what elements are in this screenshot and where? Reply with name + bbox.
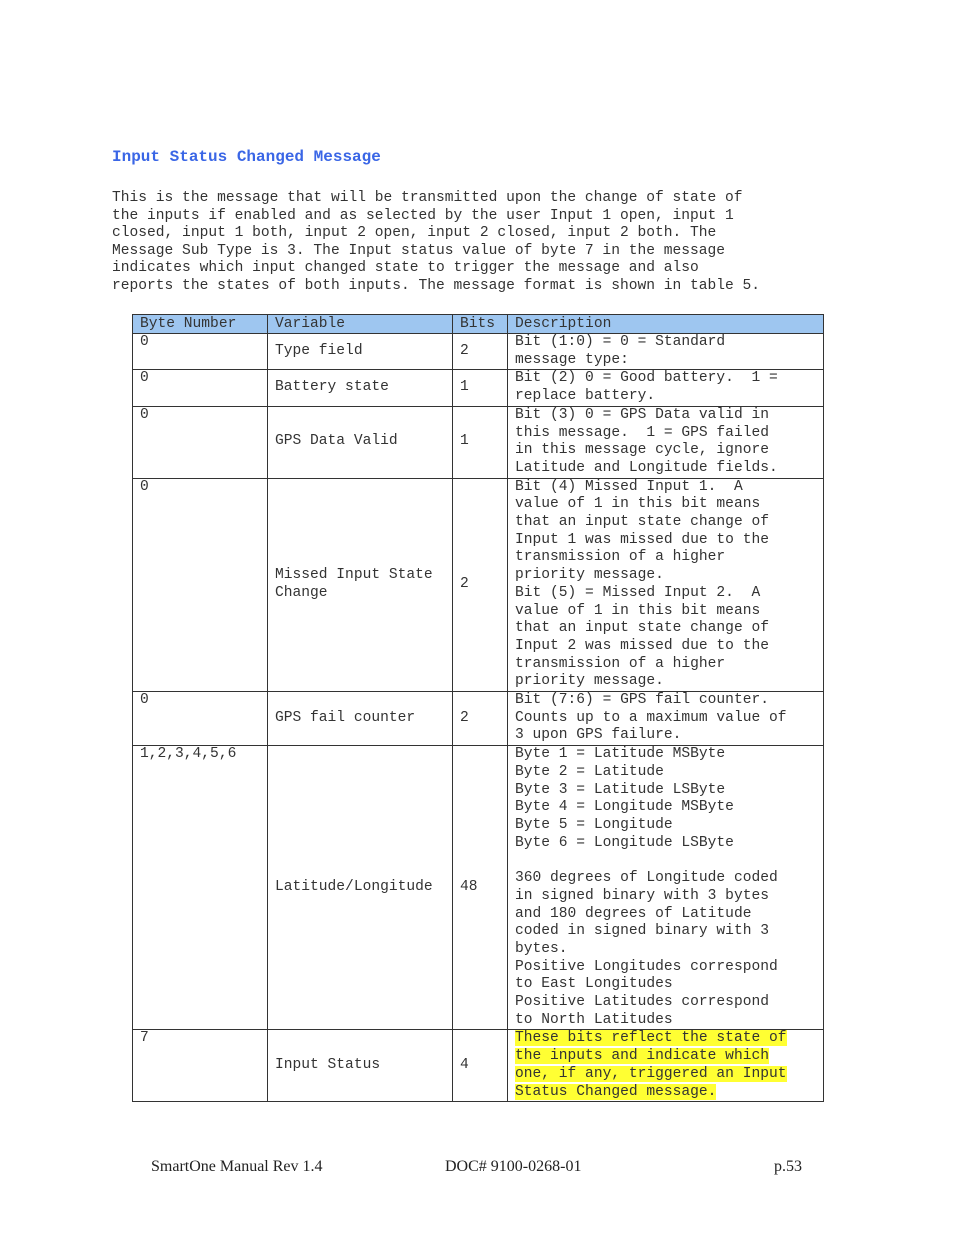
cell-bits: 2 (453, 692, 508, 746)
cell-variable: GPS Data Valid (268, 406, 453, 478)
intro-line: Message Sub Type is 3. The Input status value of byte 7 in the message (112, 242, 726, 259)
cell-description-highlighted (508, 1030, 824, 1102)
cell-description: Byte 1 = Latitude MSByte Byte 2 = Latitude Byte 3 = Latitude LSByte Byte 4 = Longitude MSByte Byte 5 = Longitude Byte 6 = Longitude LSByte 360 degrees of Longitude coded in signed binary with 3 bytes and 180 degrees of Latitude coded in signed binary with 3 bytes. Positive Longitudes correspond to East Longitudes Positive Latitudes correspond to North Latitudes (508, 746, 824, 1030)
cell-byte: 7 (133, 1030, 268, 1102)
cell-variable: Missed Input State Change (268, 478, 453, 691)
intro-paragraph (112, 190, 832, 296)
cell-variable: GPS fail counter (268, 692, 453, 746)
cell-variable: Input Status (268, 1030, 453, 1102)
intro-line: This is the message that will be transmitted upon the change of state of (112, 190, 743, 206)
header-byte-number: Byte Number (133, 315, 268, 334)
cell-variable: Type field (268, 334, 453, 370)
table-row (133, 1030, 824, 1102)
cell-description: Bit (3) 0 = GPS Data valid in this message. 1 = GPS failed in this message cycle, ignore Latitude and Longitude fields. (508, 406, 824, 478)
table-row (133, 370, 824, 406)
cell-bits: 2 (453, 478, 508, 691)
intro-line: closed, input 1 both, input 2 open, input 2 closed, input 2 both. The (112, 225, 717, 242)
header-description: Description (508, 315, 824, 334)
header-variable: Variable (268, 315, 453, 334)
cell-bits: 48 (453, 746, 508, 1030)
cell-byte: 1,2,3,4,5,6 (133, 746, 268, 1030)
table-row (133, 406, 824, 478)
cell-byte: 0 (133, 334, 268, 370)
intro-line: indicates which input changed state to trigger the message and also (112, 260, 699, 277)
cell-bits: 1 (453, 406, 508, 478)
section-heading: Input Status Changed Message (112, 148, 381, 166)
cell-byte: 0 (133, 692, 268, 746)
intro-line: the inputs if enabled and as selected by the user Input 1 open, input 1 (112, 207, 734, 224)
cell-byte: 0 (133, 406, 268, 478)
table-row (133, 334, 824, 370)
header-bits: Bits (453, 315, 508, 334)
highlight-text: These bits reflect the state of the inputs and indicate which one, if any, triggered an Input Status Changed message. (515, 1030, 787, 1100)
cell-bits: 4 (453, 1030, 508, 1102)
cell-byte: 0 (133, 478, 268, 691)
cell-variable: Battery state (268, 370, 453, 406)
message-format-table (132, 314, 824, 1102)
cell-byte: 0 (133, 370, 268, 406)
cell-bits: 1 (453, 370, 508, 406)
cell-bits: 2 (453, 334, 508, 370)
footer-page-number: p.53 (774, 1158, 802, 1175)
intro-line: reports the states of both inputs. The message format is shown in table 5. (112, 277, 761, 294)
table-row (133, 692, 824, 746)
footer-manual-rev: SmartOne Manual Rev 1.4 (151, 1158, 323, 1175)
footer-doc-number: DOC# 9100-0268-01 (445, 1158, 582, 1175)
table-row (133, 746, 824, 1030)
cell-description: Bit (1:0) = 0 = Standard message type: (508, 334, 824, 370)
cell-description: Bit (7:6) = GPS fail counter. Counts up to a maximum value of 3 upon GPS failure. (508, 692, 824, 746)
cell-variable: Latitude/Longitude (268, 746, 453, 1030)
cell-description: Bit (4) Missed Input 1. A value of 1 in this bit means that an input state change of Input 1 was missed due to the transmission of a higher priority message. Bit (5) = Missed Input 2. A value of 1 in this bit means that an input state change of Input 2 was missed due to the transmission of a higher priority message. (508, 478, 824, 691)
table-row (133, 478, 824, 691)
cell-description: Bit (2) 0 = Good battery. 1 = replace battery. (508, 370, 824, 406)
table-header-row (133, 315, 824, 334)
